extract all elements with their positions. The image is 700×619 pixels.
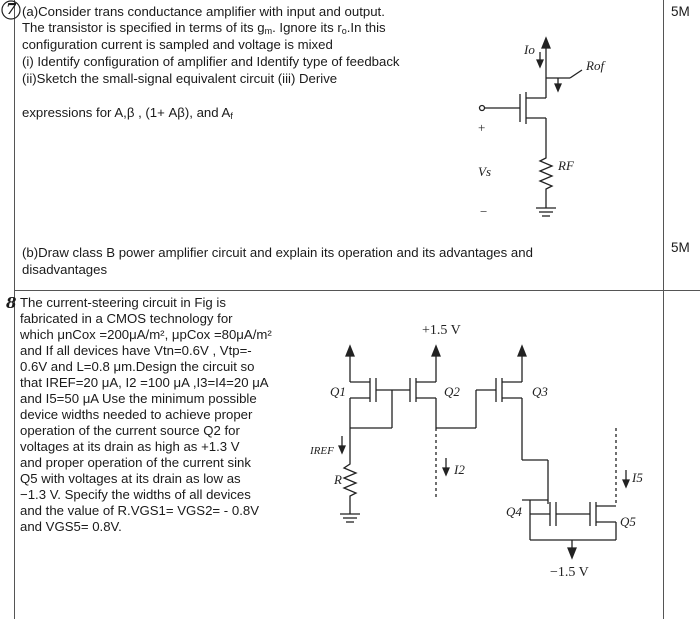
q4-label: Q4 <box>506 504 522 519</box>
plus-sign: + <box>478 120 486 135</box>
q1b-marks: 5M <box>671 240 690 255</box>
table-border-marks-column-lower <box>663 290 664 619</box>
q2-line: Q5 with voltages at its drain as low as <box>20 471 241 486</box>
q2-line: 0.6V and L=0.8 μm.Design the circuit so <box>20 359 255 374</box>
io-label: Io <box>524 42 535 57</box>
q3-label: Q3 <box>532 384 548 399</box>
q2-line: −1.3 V. Specify the widths of all devices <box>20 487 251 502</box>
q5-label: Q5 <box>620 514 636 529</box>
q2-line: fabricated in a CMOS technology for <box>20 311 233 326</box>
q2-line: that IREF=20 μA, I2 =100 μA ,I3=I4=20 μA <box>20 375 269 390</box>
q1a-line3: configuration current is sampled and voltage is mixed <box>22 37 333 52</box>
current-steering-circuit <box>300 318 660 588</box>
question-number-8: 8 <box>6 294 17 312</box>
r-label: R <box>334 472 342 487</box>
rf-label: RF <box>558 158 574 173</box>
row-divider <box>14 290 700 291</box>
vs-label: Vs <box>478 164 491 179</box>
q2-line: and I5=50 μA Use the minimum possible <box>20 391 257 406</box>
q2-label: Q2 <box>444 384 460 399</box>
q2-line: voltages at its drain as high as +1.3 V <box>20 439 240 454</box>
q2-line: and If all devices have Vtn=0.6V , Vtp=- <box>20 343 252 358</box>
i5-label: I5 <box>632 470 643 485</box>
q2-line: which μnCox =200μA/m², μpCox =80μA/m² <box>20 327 272 342</box>
feedback-amplifier-circuit <box>460 30 640 230</box>
vss-label: −1.5 V <box>550 565 589 580</box>
q1b-line2: disadvantages <box>22 262 108 277</box>
q1a-line4: (i) Identify configuration of amplifier and Identify type of feedback <box>22 54 400 69</box>
iref-label: IREF <box>310 445 334 457</box>
rof-label: Rof <box>586 58 605 73</box>
vdd-label: +1.5 V <box>422 323 461 338</box>
q1a-line2: The transistor is specified in terms of its $g_m$. Ignore its $r_o.In$ this <box>22 20 386 36</box>
q1b-line1: (b)Draw class B power amplifier circuit and explain its operation and its advantages and <box>22 245 533 260</box>
q1a-marks: 5M <box>671 4 690 19</box>
q2-line: device widths needed to achieve proper <box>20 407 253 422</box>
table-border-marks-column <box>663 0 664 290</box>
q2-line: and the value of R.VGS1= VGS2= - 0.8V <box>20 503 259 518</box>
minus-sign: − <box>480 204 488 219</box>
q2-line: and VGS5= 0.8V. <box>20 519 122 534</box>
q1a-line1: (a)Consider trans conductance amplifier with input and output. <box>22 4 385 19</box>
i2-label: I2 <box>454 462 465 477</box>
q1-label: Q1 <box>330 384 346 399</box>
q1a-line6: expressions for A,β , (1+ Aβ), and $A_f$ <box>22 105 233 121</box>
question-number-7: 7 <box>2 0 12 17</box>
q2-line: The current-steering circuit in Fig is <box>20 295 226 310</box>
q1a-line5: (ii)Sketch the small-signal equivalent circuit (iii) Derive <box>22 71 338 86</box>
q2-line: operation of the current source Q2 for <box>20 423 240 438</box>
q2-line: and proper operation of the current sink <box>20 455 251 470</box>
